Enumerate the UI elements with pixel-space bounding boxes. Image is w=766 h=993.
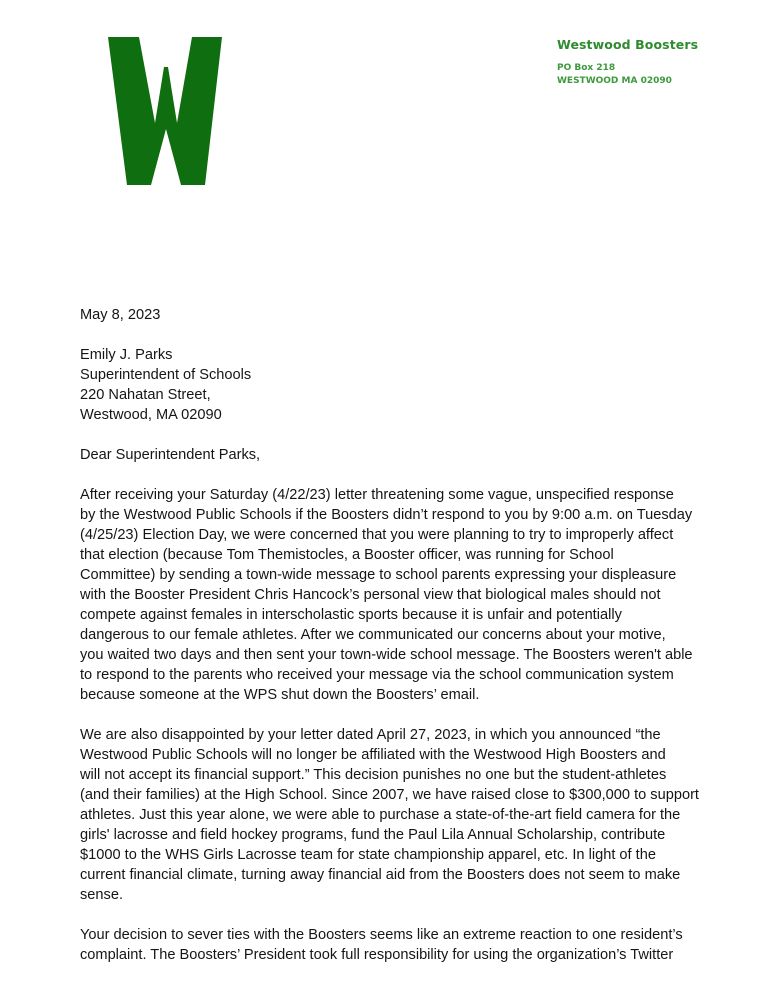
spacer bbox=[80, 905, 720, 925]
paragraph-line: Committee) by sending a town-wide message to school parents expressing your displeasure bbox=[80, 567, 677, 583]
address-line: PO Box 218 bbox=[557, 63, 616, 73]
spacer bbox=[80, 705, 720, 725]
spacer bbox=[80, 465, 720, 485]
letterhead-organization bbox=[557, 37, 698, 88]
paragraph-line: After receiving your Saturday (4/22/23) letter threatening some vague, unspecified response bbox=[80, 487, 674, 503]
paragraph-3 bbox=[80, 925, 720, 965]
paragraph-line: We are also disappointed by your letter dated April 27, 2023, in which you announced “the bbox=[80, 727, 661, 743]
recipient-street: 220 Nahatan Street, bbox=[80, 387, 211, 403]
paragraph-line: compete against females in interscholastic sports because it is unfair and potentially bbox=[80, 607, 622, 623]
paragraph-line: by the Westwood Public Schools if the Boosters didn’t respond to you by 9:00 a.m. on Tuesday bbox=[80, 507, 693, 523]
paragraph-line: because someone at the WPS shut down the Boosters’ email. bbox=[80, 687, 480, 703]
paragraph-line: will not accept its financial support.” This decision punishes no one but the student-athletes bbox=[80, 767, 667, 783]
paragraph-line: to respond to the parents who received your message via the school communication system bbox=[80, 667, 674, 683]
address-line: WESTWOOD MA 02090 bbox=[557, 76, 672, 86]
paragraph-line: sense. bbox=[80, 887, 123, 903]
paragraph-line: Your decision to sever ties with the Boosters seems like an extreme reaction to one resident’s bbox=[80, 927, 683, 943]
spacer bbox=[80, 325, 720, 345]
letter-date: May 8, 2023 bbox=[80, 307, 161, 323]
w-logo-icon bbox=[108, 37, 222, 185]
letter-body bbox=[80, 305, 720, 965]
westwood-w-logo bbox=[108, 37, 222, 185]
paragraph-line: $1000 to the WHS Girls Lacrosse team for state championship apparel, etc. In light of the bbox=[80, 847, 656, 863]
recipient-city: Westwood, MA 02090 bbox=[80, 407, 222, 423]
paragraph-line: current financial climate, turning away financial aid from the Boosters does not seem to make bbox=[80, 867, 681, 883]
organization-name: Westwood Boosters bbox=[557, 37, 699, 52]
recipient-title: Superintendent of Schools bbox=[80, 367, 252, 383]
organization-address bbox=[557, 62, 698, 88]
paragraph-line: (4/25/23) Election Day, we were concerned that you were planning to try to improperly affect bbox=[80, 527, 674, 543]
paragraph-2 bbox=[80, 725, 720, 905]
recipient-name: Emily J. Parks bbox=[80, 347, 173, 363]
paragraph-1 bbox=[80, 485, 720, 705]
paragraph-line: girls' lacrosse and field hockey programs, fund the Paul Lila Annual Scholarship, contribute bbox=[80, 827, 666, 843]
salutation: Dear Superintendent Parks, bbox=[80, 447, 261, 463]
paragraph-line: dangerous to our female athletes. After we communicated our concerns about your motive, bbox=[80, 627, 666, 643]
paragraph-line: Westwood Public Schools will no longer be affiliated with the Westwood High Boosters and bbox=[80, 747, 666, 763]
spacer bbox=[80, 425, 720, 445]
recipient-block bbox=[80, 345, 720, 425]
paragraph-line: that election (because Tom Themistocles, a Booster officer, was running for School bbox=[80, 547, 614, 563]
paragraph-line: athletes. Just this year alone, we were able to purchase a state-of-the-art field camera for the bbox=[80, 807, 681, 823]
paragraph-line: with the Booster President Chris Hancock’s personal view that biological males should not bbox=[80, 587, 661, 603]
paragraph-line: you waited two days and then sent your town-wide school message. The Boosters weren't able bbox=[80, 647, 693, 663]
paragraph-line: (and their families) at the High School. Since 2007, we have raised close to $300,000 to support bbox=[80, 787, 699, 803]
paragraph-line: complaint. The Boosters’ President took full responsibility for using the organization’s Twitter bbox=[80, 947, 674, 963]
